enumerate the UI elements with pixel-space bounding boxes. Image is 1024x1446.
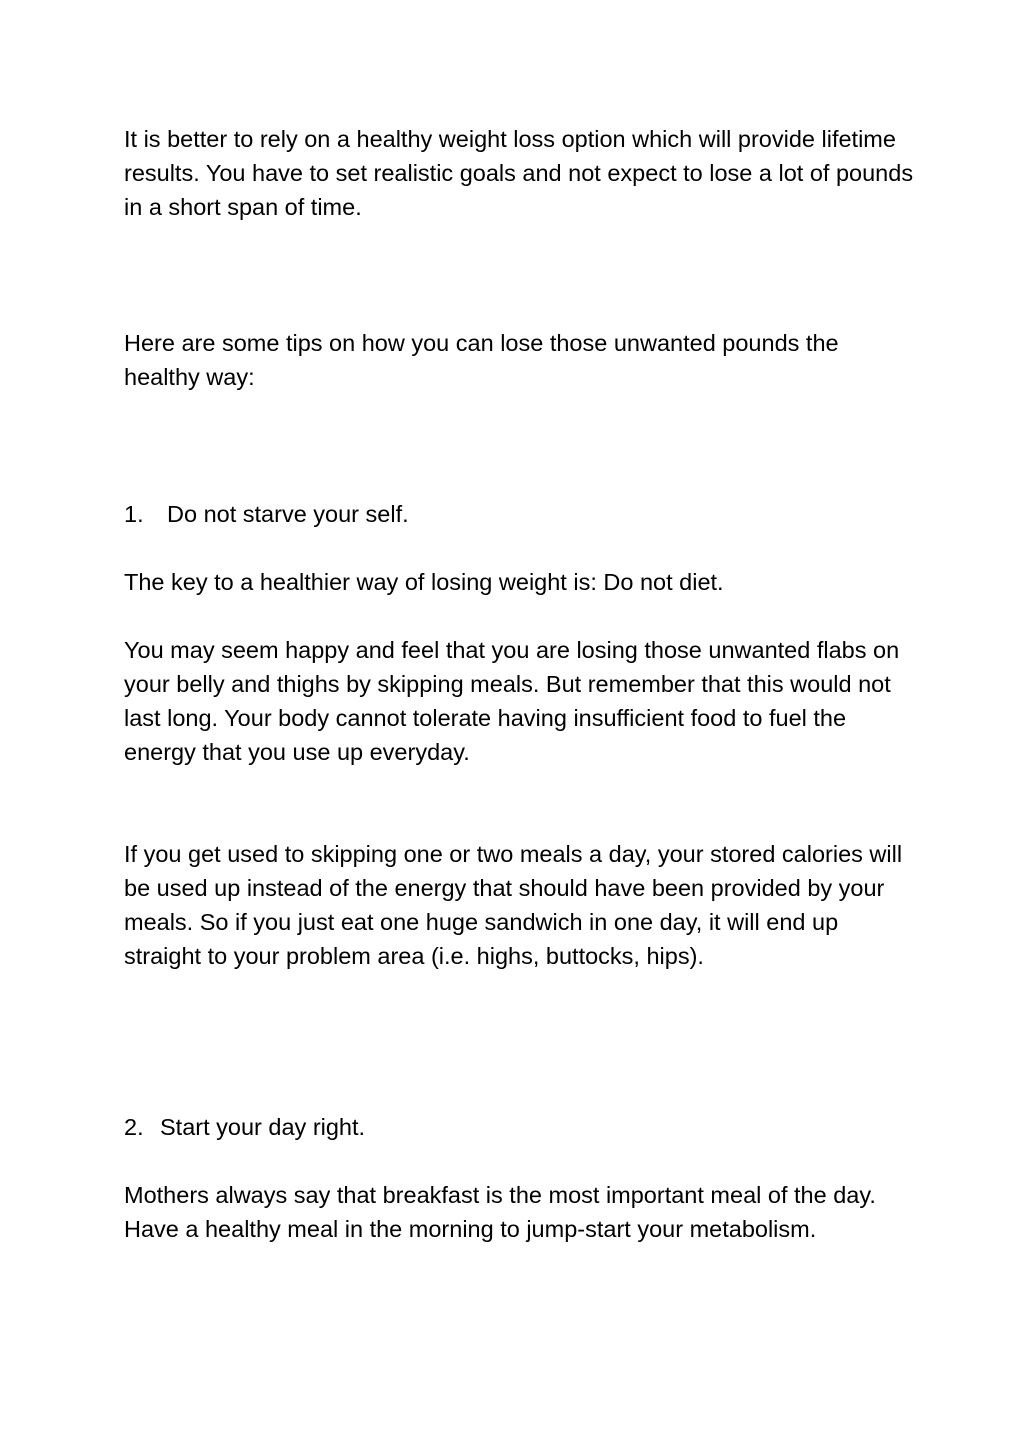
tip-number: 2.: [124, 1114, 144, 1140]
tip-number: 1.: [124, 501, 144, 527]
tip-item-1: [124, 497, 409, 531]
tip-heading: Do not starve your self.: [167, 501, 409, 527]
key-paragraph: The key to a healthier way of losing weight is: Do not diet.: [124, 569, 724, 595]
breakfast-paragraph: Mothers always say that breakfast is the most important meal of the day. Have a healthy meal in the morning to jump-start your metabolism.: [124, 1182, 876, 1242]
tips-intro-paragraph: Here are some tips on how you can lose those unwanted pounds the healthy way:: [124, 330, 839, 390]
tip-item-2: [124, 1110, 365, 1144]
tip-heading: Start your day right.: [160, 1114, 366, 1140]
stored-calories-paragraph: If you get used to skipping one or two meals a day, your stored calories will be used up instead of the energy that should have been provided by your meals. So if you just eat one huge sandwich in one day, it will end up straight to your problem area (i.e. highs, buttocks, hips).: [124, 841, 903, 969]
skipping-meals-paragraph: You may seem happy and feel that you are losing those unwanted flabs on your belly and thighs by skipping meals. But remember that this would not last long. Your body cannot tolerate having insufficient food to fuel the energy that you use up everyday.: [124, 637, 900, 765]
intro-paragraph: It is better to rely on a healthy weight loss option which will provide lifetime results. You have to set realistic goals and not expect to lose a lot of pounds in a short span of time.: [124, 126, 914, 220]
